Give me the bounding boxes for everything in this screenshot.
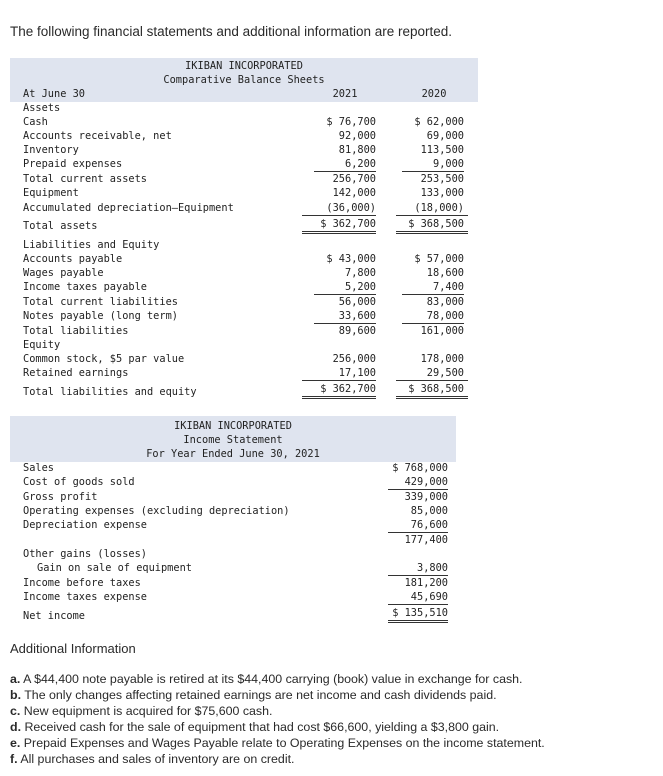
- item-key: b.: [10, 688, 22, 702]
- table-cell: 3,800: [417, 562, 448, 574]
- double-underline: [388, 620, 448, 623]
- additional-info-item: [10, 704, 272, 718]
- table-row-label: Total current liabilities: [23, 296, 178, 308]
- bs-col-2020: 2020: [421, 88, 447, 100]
- table-cell: 339,000: [404, 491, 448, 503]
- table-row-label: Income taxes expense: [23, 591, 147, 603]
- table-cell: 161,000: [420, 325, 464, 337]
- table-cell: (18,000): [414, 202, 464, 214]
- table-row-label: Prepaid expenses: [23, 158, 123, 170]
- table-row-label: Operating expenses (excluding depreciation): [23, 505, 290, 517]
- table-row-label: Equipment: [23, 187, 79, 199]
- table-cell: 256,700: [332, 173, 376, 185]
- table-cell: 56,000: [338, 296, 376, 308]
- table-row-label: Total liabilities and equity: [23, 386, 197, 398]
- divider: [402, 294, 464, 295]
- is-period: For Year Ended June 30, 2021: [146, 448, 320, 460]
- table-row-label: Income taxes payable: [23, 281, 147, 293]
- double-underline: [302, 396, 376, 399]
- table-cell: $ 368,500: [408, 383, 464, 395]
- table-cell: 89,600: [338, 325, 376, 337]
- table-row-label: Accounts receivable, net: [23, 130, 172, 142]
- table-cell: 113,500: [420, 144, 464, 156]
- intro-text: The following financial statements and additional information are reported.: [10, 24, 453, 39]
- bs-company: IKIBAN INCORPORATED: [185, 60, 303, 72]
- divider: [314, 171, 376, 172]
- table-row-label: Depreciation expense: [23, 519, 147, 531]
- table-cell: 17,100: [338, 367, 376, 379]
- divider: [388, 489, 448, 490]
- table-cell: 92,000: [338, 130, 376, 142]
- table-row-label: Gain on sale of equipment: [37, 562, 192, 574]
- double-underline: [396, 231, 468, 234]
- item-key: f.: [10, 752, 18, 766]
- bs-col-2021: 2021: [332, 88, 358, 100]
- table-cell: 7,800: [345, 267, 376, 279]
- equity-heading: Equity: [23, 339, 61, 351]
- table-cell: $ 57,000: [414, 253, 464, 265]
- is-title: Income Statement: [183, 434, 283, 446]
- item-key: a.: [10, 672, 21, 686]
- table-cell: 7,400: [433, 281, 464, 293]
- divider: [402, 323, 464, 324]
- table-cell: 45,690: [410, 591, 448, 603]
- table-cell: 33,600: [338, 310, 376, 322]
- divider: [314, 323, 376, 324]
- table-cell: 5,200: [345, 281, 376, 293]
- table-row-label: Sales: [23, 462, 54, 474]
- bs-period-label: At June 30: [23, 88, 85, 100]
- table-cell: (36,000): [326, 202, 376, 214]
- table-row-label: Other gains (losses): [23, 548, 147, 560]
- assets-heading: Assets: [23, 102, 61, 114]
- table-cell: 253,500: [420, 173, 464, 185]
- table-row-label: Total current assets: [23, 173, 147, 185]
- table-row-label: Common stock, $5 par value: [23, 353, 185, 365]
- table-row-label: Cost of goods sold: [23, 476, 135, 488]
- table-cell: 83,000: [426, 296, 464, 308]
- item-text: All purchases and sales of inventory are on credit.: [20, 752, 295, 766]
- table-cell: 78,000: [426, 310, 464, 322]
- table-row-label: Accumulated depreciation—Equipment: [23, 202, 234, 214]
- item-text: A $44,400 note payable is retired at its $44,400 carrying (book) value in exchange for cash.: [23, 672, 523, 686]
- additional-info-title: Additional Information: [10, 641, 136, 656]
- table-cell: $ 135,510: [392, 607, 448, 619]
- table-cell: $ 362,700: [320, 218, 376, 230]
- divider: [396, 380, 468, 381]
- table-row-label: Total assets: [23, 220, 98, 232]
- double-underline: [302, 231, 376, 234]
- divider: [402, 171, 464, 172]
- table-cell: $ 768,000: [392, 462, 448, 474]
- divider: [388, 604, 448, 605]
- table-cell: $ 368,500: [408, 218, 464, 230]
- item-key: d.: [10, 720, 22, 734]
- table-cell: 6,200: [345, 158, 376, 170]
- table-cell: $ 62,000: [414, 116, 464, 128]
- table-cell: $ 362,700: [320, 383, 376, 395]
- table-cell: 9,000: [433, 158, 464, 170]
- table-row-label: Wages payable: [23, 267, 104, 279]
- bs-title: Comparative Balance Sheets: [163, 74, 325, 86]
- item-key: c.: [10, 704, 21, 718]
- liabilities-heading: Liabilities and Equity: [23, 239, 160, 251]
- table-cell: 18,600: [426, 267, 464, 279]
- table-row-label: Retained earnings: [23, 367, 129, 379]
- additional-info-item: [10, 736, 545, 750]
- table-cell: 429,000: [404, 476, 448, 488]
- table-row-label: Income before taxes: [23, 577, 141, 589]
- table-cell: 69,000: [426, 130, 464, 142]
- table-cell: 142,000: [332, 187, 376, 199]
- table-row-label: Cash: [23, 116, 48, 128]
- table-row-label: Total liabilities: [23, 325, 129, 337]
- item-text: Received cash for the sale of equipment that had cost $66,600, yielding a $3,800 gain.: [24, 720, 500, 734]
- table-cell: 29,500: [426, 367, 464, 379]
- table-row-label: Net income: [23, 610, 85, 622]
- divider: [314, 294, 376, 295]
- table-row-label: Notes payable (long term): [23, 310, 178, 322]
- table-cell: $ 76,700: [326, 116, 376, 128]
- divider: [396, 215, 468, 216]
- table-cell: 76,600: [410, 519, 448, 531]
- table-cell: 177,400: [404, 534, 448, 546]
- additional-info-item: [10, 752, 294, 766]
- table-cell: 85,000: [410, 505, 448, 517]
- double-underline: [396, 396, 468, 399]
- table-cell: $ 43,000: [326, 253, 376, 265]
- table-cell: 133,000: [420, 187, 464, 199]
- item-key: e.: [10, 736, 21, 750]
- divider: [302, 215, 376, 216]
- table-cell: 256,000: [332, 353, 376, 365]
- divider: [302, 380, 376, 381]
- divider: [388, 575, 448, 576]
- item-text: The only changes affecting retained earnings are net income and cash dividends paid.: [24, 688, 497, 702]
- is-company: IKIBAN INCORPORATED: [174, 420, 292, 432]
- table-row-label: Gross profit: [23, 491, 98, 503]
- additional-info-item: [10, 672, 523, 686]
- table-cell: 81,800: [338, 144, 376, 156]
- item-text: New equipment is acquired for $75,600 cash.: [23, 704, 273, 718]
- additional-info-item: [10, 720, 499, 734]
- divider: [388, 532, 448, 533]
- item-text: Prepaid Expenses and Wages Payable relate to Operating Expenses on the income statement.: [23, 736, 545, 750]
- table-row-label: Inventory: [23, 144, 79, 156]
- table-row-label: Accounts payable: [23, 253, 123, 265]
- table-cell: 181,200: [404, 577, 448, 589]
- additional-info-item: [10, 688, 497, 702]
- table-cell: 178,000: [420, 353, 464, 365]
